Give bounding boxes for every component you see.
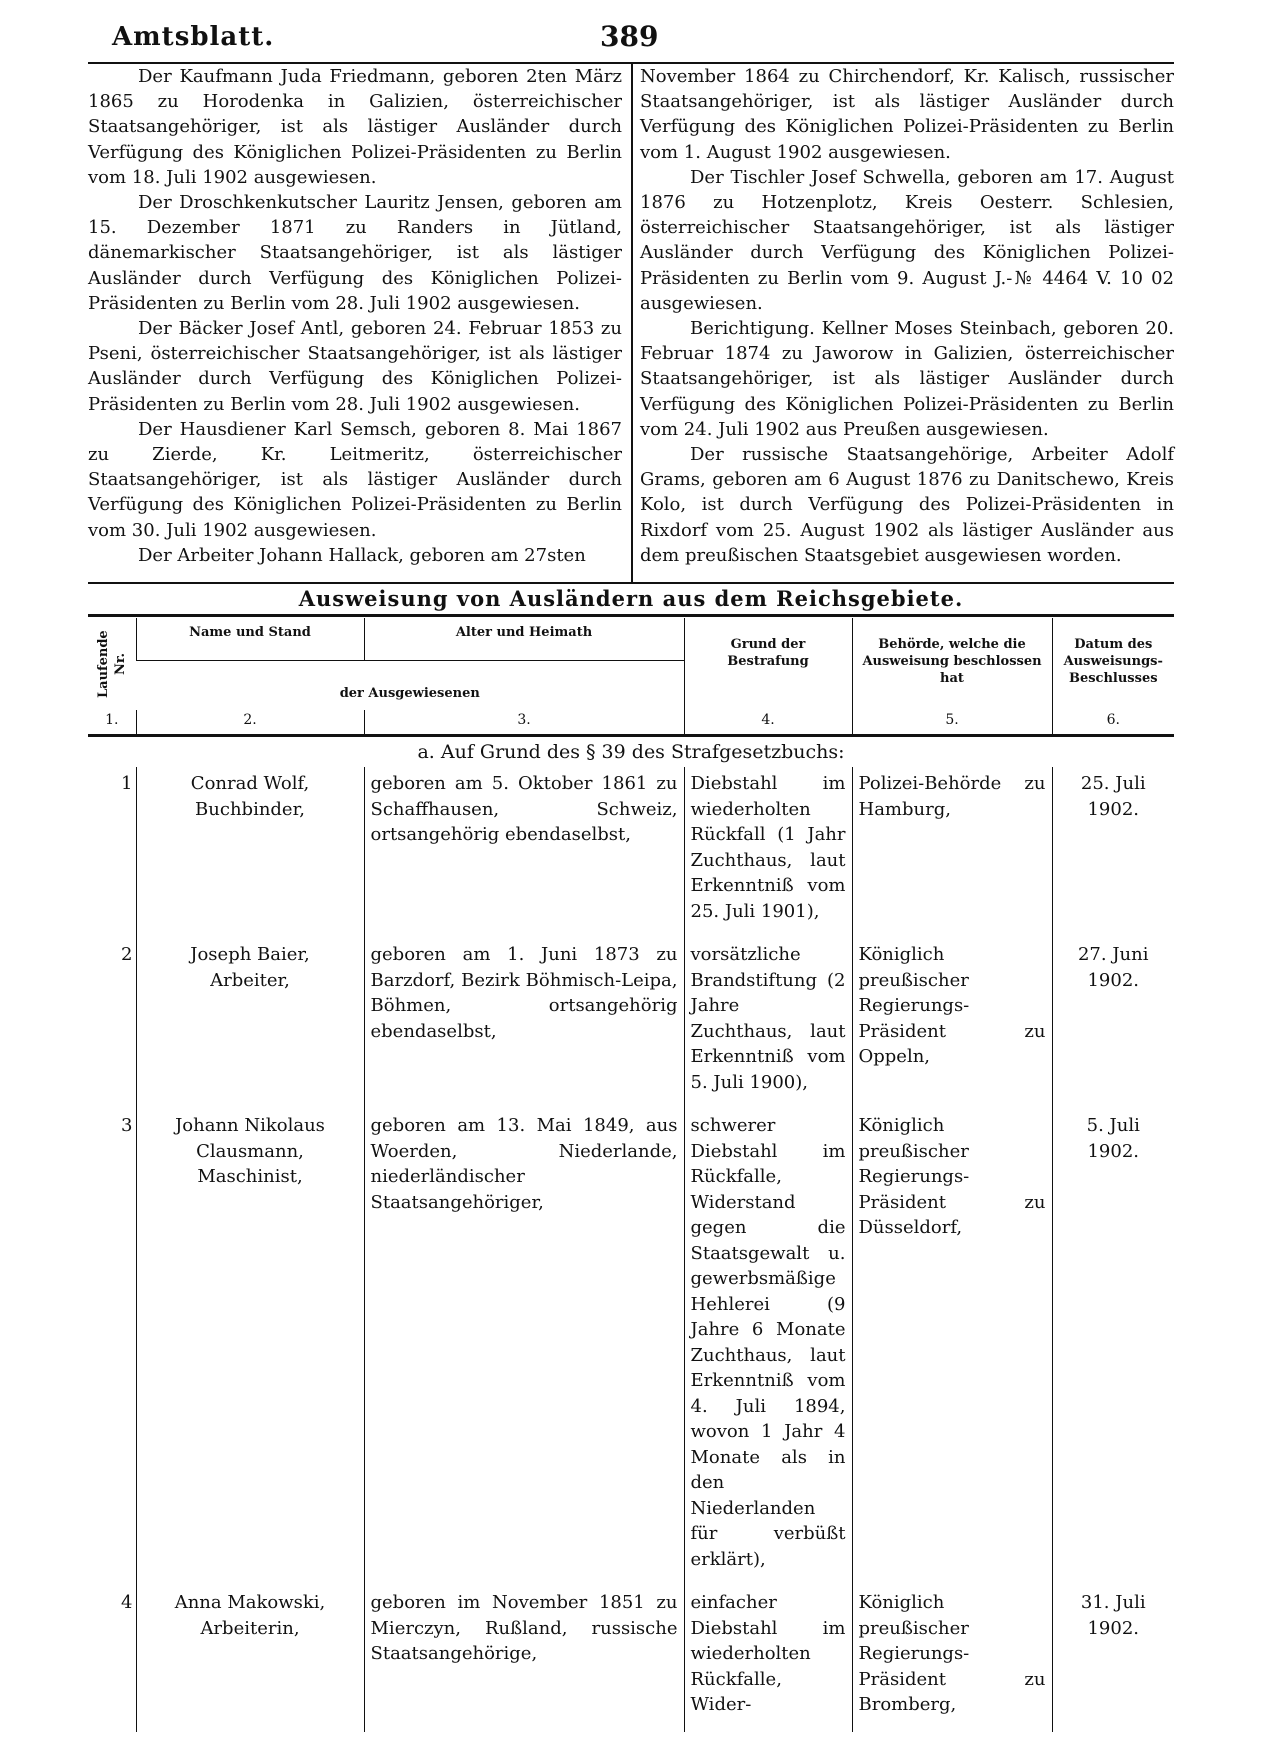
notice-paragraph: Der Droschkenkutscher Lauritz Jensen, geboren am 15. Dezember 1871 zu Randers in Jütland, dänemarkischer Staatsangehöriger, ist als lästiger Ausländer durch Verfügung des Königlichen Polizei-Präsidenten zu Berlin vom 28. Juli 1902 ausgewiesen. [88,192,622,314]
date-line: 25. Juli [1080,773,1146,794]
date-line: 1902. [1087,1140,1140,1162]
date-line: 31. Juli [1080,1592,1146,1613]
header-name: Name und Stand [136,618,364,661]
row-name [136,938,364,1109]
row-origin: geboren am 1. Juni 1873 zu Barzdorf, Bezirk Böhmisch-Leipa, Böhmen, ortsangehörig ebendaselbst, [364,938,684,1109]
row-reason: Diebstahl im wiederholten Rückfall (1 Jahr Zuchthaus, laut Erkenntniß vom 25. Juli 1901), [684,767,852,938]
row-name [136,767,364,938]
notice-paragraph: November 1864 zu Chirchendorf, Kr. Kalisch, russischer Staatsangehöriger, ist als lästiger Ausländer durch Verfügung des Königlichen Polizei-Präsidenten zu Berlin vom 1. August 1902 ausgewiesen. [640,66,1174,163]
notice-paragraph: Der Bäcker Josef Antl, geboren 24. Februar 1853 zu Pseni, österreichischer Staatsangehöriger, ist als lästiger Ausländer durch Verfügung des Königlichen Polizei-Präsidenten zu Berlin vom 28. Juli 1902 ausgewiesen. [88,318,622,415]
column-number: 6. [1052,710,1174,736]
row-authority: Polizei-Behörde zu Hamburg, [852,767,1052,938]
row-reason: schwerer Diebstahl im Rückfalle, Widerstand gegen die Staatsgewalt u. gewerbsmäßige Hehlerei (9 Jahre 6 Monate Zuchthaus, laut Erkenntniß vom 4. Juli 1894, wovon 1 Jahr 4 Monate als in den Niederlanden für verbüßt erklärt), [684,1109,852,1586]
row-authority: Königlich preußischer Regierungs-Präsident zu Düsseldorf, [852,1109,1052,1586]
date-line: 1902. [1087,969,1140,991]
row-reason: vorsätzliche Brandstiftung (2 Jahre Zuchthaus, laut Erkenntniß vom 5. Juli 1900), [684,938,852,1109]
row-name [136,1586,364,1732]
gazette-title: Amtsblatt. [112,22,275,52]
section-rule-bottom [88,614,1174,617]
notice-paragraph: Der Tischler Josef Schwella, geboren am 17. August 1876 zu Hotzenplotz, Kreis Oesterr. Schlesien, österreichischer Staatsangehöriger, ist als lästiger Ausländer durch Verfügung des Königlichen Polizei-Präsidenten zu Berlin vom 9. August J.-№ 4464 V. 10 02 ausgewiesen. [640,166,1174,314]
notice-paragraph: Der Hausdiener Karl Semsch, geboren 8. Mai 1867 zu Zierde, Kr. Leitmeritz, österreichischer Staatsangehöriger, ist als lästiger Ausländer durch Verfügung des Königlichen Polizei-Präsidenten zu Berlin vom 30. Juli 1902 ausgewiesen. [88,418,622,541]
table-row [88,767,1174,938]
notice-paragraph: Der Kaufmann Juda Friedmann, geboren 2ten März 1865 zu Horodenka in Galizien, österreichischer Staatsangehöriger, ist als lästiger Ausländer durch Verfügung des Königlichen Polizei-Präsidenten zu Berlin vom 18. Juli 1902 ausgewiesen. [88,66,622,188]
section-title: Ausweisung von Ausländern aus dem Reichsgebiete. [298,586,964,611]
row-authority: Königlich preußischer Regierungs-Präsident zu Bromberg, [852,1586,1052,1732]
column-number: 1. [88,710,136,736]
row-number: 1 [121,773,133,794]
name-line: Maschinist, [197,1166,303,1187]
header-running-number: Laufende Nr. [95,630,128,698]
row-origin: geboren im November 1851 zu Mierczyn, Rußland, russische Staatsangehörige, [364,1586,684,1732]
page-number: 389 [600,20,659,53]
row-date [1052,767,1174,938]
row-name [136,1109,364,1586]
right-column [640,64,1174,568]
date-line: 1902. [1087,798,1140,820]
notice-paragraph: Der Arbeiter Johann Hallack, geboren am 27sten [138,544,586,566]
name-line: Arbeiterin, [200,1617,300,1639]
date-line: 1902. [1087,1617,1140,1639]
row-origin: geboren am 5. Oktober 1861 zu Schaffhausen, Schweiz, ortsangehörig ebendaselbst, [364,767,684,938]
group-label: a. Auf Grund des § 39 des Strafgesetzbuchs: [417,741,845,763]
table-row [88,1109,1174,1586]
header-subheading: der Ausgewiesenen [339,686,480,701]
column-number: 5. [852,710,1052,736]
row-authority: Königlich preußischer Regierungs-Präsident zu Oppeln, [852,938,1052,1109]
row-reason: einfacher Diebstahl im wiederholten Rückfalle, Wider- [684,1586,852,1732]
expulsion-table-wrap [88,618,1174,1732]
column-number: 4. [684,710,852,736]
header-reason: Grund der Bestrafung [684,618,852,710]
column-number: 2. [136,710,364,736]
left-column [88,64,622,568]
row-date [1052,1586,1174,1732]
row-origin: geboren am 13. Mai 1849, aus Woerden, Niederlande, niederländischer Staatsangehöriger, [364,1109,684,1586]
notice-paragraph: Der russische Staatsangehörige, Arbeiter Adolf Grams, geboren am 6 August 1876 zu Danitschewo, Kreis Kolo, ist durch Verfügung des Polizei-Präsidenten in Rixdorf vom 25. August 1902 als lästiger Ausländer aus dem preußischen Staatsgebiet ausgewiesen worden. [640,444,1174,566]
header-authority: Behörde, welche die Ausweisung beschlossen hat [852,618,1052,710]
name-line: Arbeiter, [210,969,290,991]
date-line: 5. Juli [1086,1115,1140,1136]
expulsion-table [88,618,1174,1732]
name-line: Johann Nikolaus [175,1115,325,1136]
header-origin: Alter und Heimath [364,618,684,661]
row-number: 2 [121,944,133,965]
notice-paragraph: Berichtigung. Kellner Moses Steinbach, geboren 20. Februar 1874 zu Jaworow in Galizien, österreichischer Staatsangehöriger, ist als lästiger Ausländer durch Verfügung des Königlichen Polizei-Präsidenten zu Berlin vom 24. Juli 1902 aus Preußen ausgewiesen. [640,318,1174,440]
name-line: Conrad Wolf, [190,773,310,794]
name-line: Anna Makowski, [174,1592,326,1613]
row-date [1052,938,1174,1109]
date-line: 27. Juni [1077,944,1149,965]
row-number: 3 [121,1115,133,1136]
header-date: Datum des Ausweisungs-Beschlusses [1052,618,1174,710]
name-line: Buchbinder, [195,798,305,820]
column-divider [631,64,633,584]
name-line: Clausmann, [196,1140,304,1162]
name-line: Joseph Baier, [190,944,310,965]
section-rule-top [88,582,1174,584]
row-number: 4 [121,1592,133,1613]
column-number: 3. [364,710,684,736]
row-date [1052,1109,1174,1586]
table-row [88,938,1174,1109]
table-row [88,1586,1174,1732]
